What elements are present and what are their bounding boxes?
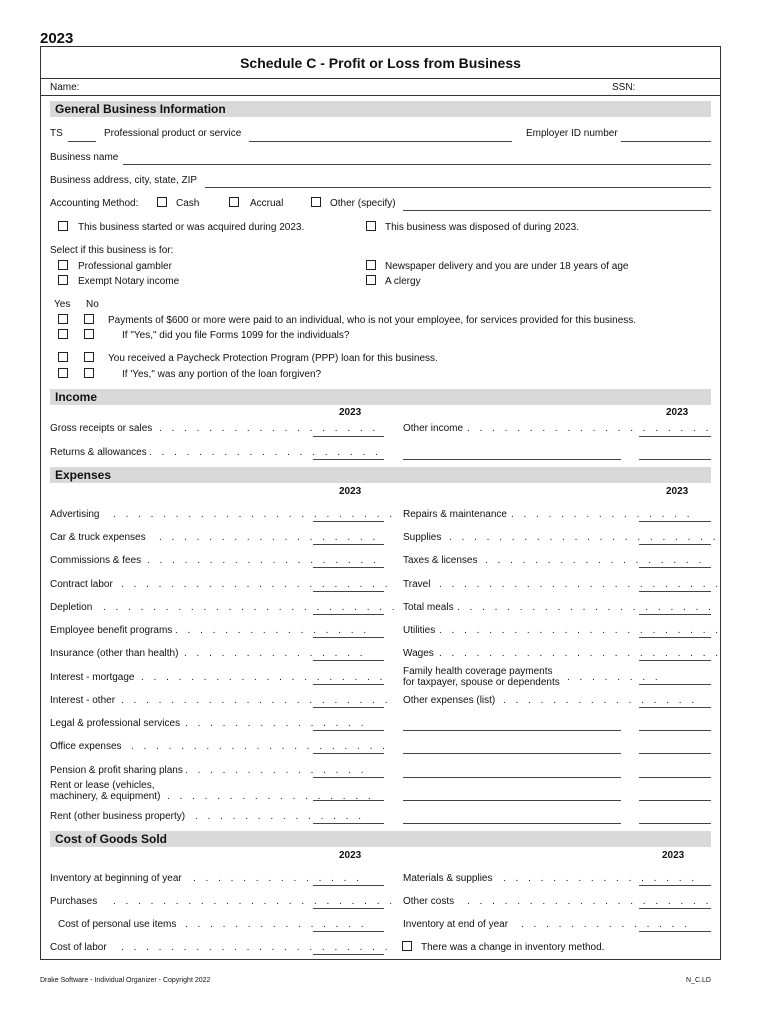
dot-leader: . . . . . . . . . . . . . . . <box>511 509 694 520</box>
inventory-end-field[interactable] <box>639 931 711 932</box>
expenses-year-left: 2023 <box>339 486 362 497</box>
payments-question: Payments of $600 or more were paid to an individual, who is not your employee, for services provided for this business. <box>108 315 637 326</box>
other-expense-amount-4[interactable] <box>639 777 711 778</box>
business-name-field[interactable] <box>123 164 711 165</box>
expense-label-legal: Legal & professional services <box>50 718 181 729</box>
yes-header: Yes <box>54 299 71 310</box>
expense-label-commissions: Commissions & fees <box>50 555 142 566</box>
dot-leader: . . . . . . . . . . . . . . . <box>185 919 368 930</box>
expense-label-rent-vehicles-1: Rent or lease (vehicles, <box>50 780 155 791</box>
disposed-label: This business was disposed of during 2023. <box>385 222 580 233</box>
dot-leader: . . . . . . . . . . . . . . . <box>184 648 367 659</box>
returns-field[interactable] <box>313 459 384 460</box>
inventory-end-label: Inventory at end of year <box>403 919 509 930</box>
forms1099-yes-checkbox[interactable] <box>58 329 68 339</box>
interest-other-field[interactable] <box>313 707 384 708</box>
cogs-heading: Cost of Goods Sold <box>55 832 167 846</box>
personal-use-field[interactable] <box>313 931 384 932</box>
other-method-checkbox[interactable] <box>311 197 321 207</box>
dot-leader: . . . . . . . . . . . . . . . . <box>503 695 698 706</box>
forgiven-no-checkbox[interactable] <box>84 368 94 378</box>
rent-other-field[interactable] <box>313 823 384 824</box>
payments-no-checkbox[interactable] <box>84 314 94 324</box>
forms1099-no-checkbox[interactable] <box>84 329 94 339</box>
disposed-checkbox[interactable] <box>366 221 376 231</box>
dot-leader: . . . . . . . . . . . . . . . . . . . . . . . <box>113 509 396 520</box>
income-section-header <box>50 389 711 405</box>
dot-leader: . . . . . . . . . . . . . . . . . . . . . . <box>121 579 391 590</box>
footer-copyright: Drake Software - Individual Organizer - Copyright 2022 <box>40 977 211 984</box>
dot-leader: . . . . . . . . . . . . . . . . . . <box>159 532 379 543</box>
expense-label-travel: Travel <box>403 579 431 590</box>
dot-leader: . . . . . . . . . . . . . . . . <box>503 873 698 884</box>
expense-label-office: Office expenses <box>50 741 122 752</box>
utilities-field[interactable] <box>639 637 711 638</box>
purchases-field[interactable] <box>313 908 384 909</box>
income-heading: Income <box>55 390 98 404</box>
employee-benefits-field[interactable] <box>313 637 384 638</box>
accrual-label: Accrual <box>250 198 284 209</box>
expense-label-rent-other: Rent (other business property) <box>50 811 186 822</box>
gross-receipts-label: Gross receipts or sales <box>50 423 153 434</box>
rent-vehicles-field[interactable] <box>313 800 384 801</box>
income-year-left: 2023 <box>339 407 362 418</box>
other-method-label: Other (specify) <box>330 198 396 209</box>
inventory-begin-field[interactable] <box>313 885 384 886</box>
repairs-field[interactable] <box>639 521 711 522</box>
clergy-label: A clergy <box>385 276 421 287</box>
dot-leader: . . . . . . . . . . . . . . . . . . . . . . . <box>439 625 722 636</box>
other-expense-desc-3[interactable] <box>403 753 621 754</box>
interest-mortgage-field[interactable] <box>313 684 384 685</box>
no-header: No <box>86 299 99 310</box>
insurance-field[interactable] <box>313 660 384 661</box>
select-label: Select if this business is for: <box>50 245 174 256</box>
expense-label-meals: Total meals <box>403 602 454 613</box>
travel-field[interactable] <box>639 591 711 592</box>
expense-label-depletion: Depletion <box>50 602 93 613</box>
other-expense-amount-3[interactable] <box>639 753 711 754</box>
other-expense-amount-1[interactable] <box>639 707 711 708</box>
other-income-desc-field[interactable] <box>403 459 621 460</box>
supplies-field[interactable] <box>639 544 711 545</box>
dot-leader: . . . . . . . . . . . . . . <box>195 811 365 822</box>
expense-label-advertising: Advertising <box>50 509 100 520</box>
dot-leader: . . . . . . . . . . . . . . . . . <box>167 791 375 802</box>
dot-leader: . . . . . . . . . . . . . . . . . . . . <box>141 672 386 683</box>
form-title: Schedule C - Profit or Loss from Business <box>240 55 521 71</box>
dot-leader: . . . . . . . . . . . . . . . . . . . . . <box>457 602 715 613</box>
clergy-checkbox[interactable] <box>366 275 376 285</box>
expense-label-other-list: Other expenses (list) <box>403 695 496 706</box>
ppp-yes-checkbox[interactable] <box>58 352 68 362</box>
other-expense-desc-5[interactable] <box>403 800 621 801</box>
depletion-field[interactable] <box>313 614 384 615</box>
dot-leader: . . . . . . . . . . . . . . . . . . . . . . . <box>113 896 396 907</box>
cash-checkbox[interactable] <box>157 197 167 207</box>
dot-leader: . . . . . . . . . . . . . . . . . . . . . . . . <box>103 602 399 613</box>
other-expense-amount-6[interactable] <box>639 823 711 824</box>
office-field[interactable] <box>313 753 384 754</box>
inventory-method-checkbox[interactable] <box>402 941 412 951</box>
dot-leader: . . . . . . . . . . . . . . <box>521 919 691 930</box>
other-expense-amount-2[interactable] <box>639 730 711 731</box>
taxes-field[interactable] <box>639 567 711 568</box>
cogs-year-left: 2023 <box>339 850 362 861</box>
expense-label-contract-labor: Contract labor <box>50 579 113 590</box>
dot-leader: . . . . . . . . . . . . . . . . . . . <box>149 447 382 458</box>
dot-leader: . . . . . . . . . . . . . . . . . . . . <box>467 896 712 907</box>
cogs-section-header <box>50 831 711 847</box>
materials-field[interactable] <box>639 885 711 886</box>
expense-label-car-truck: Car & truck expenses <box>50 532 146 543</box>
forms1099-question: If "Yes," did you file Forms 1099 for the individuals? <box>122 330 350 341</box>
dot-leader: . . . . . . . . . . . . . . . . . . <box>159 423 379 434</box>
general-heading: General Business Information <box>55 102 226 116</box>
newspaper-checkbox[interactable] <box>366 260 376 270</box>
dot-leader: . . . . . . . . . . . . . . . . <box>175 625 370 636</box>
dot-leader: . . . . . . . . . . . . . . . . . . . . <box>467 423 712 434</box>
returns-label: Returns & allowances <box>50 447 147 458</box>
ppp-question: You received a Paycheck Protection Program (PPP) loan for this business. <box>108 353 438 364</box>
tax-year: 2023 <box>40 30 74 47</box>
purchases-label: Purchases <box>50 896 98 907</box>
ts-label: TS <box>50 128 63 139</box>
income-year-right: 2023 <box>666 407 689 418</box>
address-label: Business address, city, state, ZIP <box>50 175 198 186</box>
legal-field[interactable] <box>313 730 384 731</box>
family-health-field[interactable] <box>639 684 711 685</box>
forgiven-question: If 'Yes," was any portion of the loan forgiven? <box>122 369 322 380</box>
other-income-field-2[interactable] <box>639 459 711 460</box>
title-divider <box>40 78 721 79</box>
dot-leader: . . . . . . . . <box>567 672 662 683</box>
dot-leader: . . . . . . . . . . . . . . . . . . . . . . . <box>439 579 722 590</box>
expense-label-utilities: Utilities <box>403 625 436 636</box>
ppp-no-checkbox[interactable] <box>84 352 94 362</box>
cost-of-labor-field[interactable] <box>313 954 384 955</box>
other-method-field[interactable] <box>403 210 711 211</box>
started-label: This business started or was acquired during 2023. <box>78 222 305 233</box>
personal-use-label: Cost of personal use items <box>58 919 177 930</box>
contract-labor-field[interactable] <box>313 591 384 592</box>
dot-leader: . . . . . . . . . . . . . . . . . . . . . . . <box>439 648 722 659</box>
other-income-field[interactable] <box>639 436 711 437</box>
ein-field[interactable] <box>621 141 711 142</box>
expense-label-supplies: Supplies <box>403 532 442 543</box>
ein-label: Employer ID number <box>526 128 618 139</box>
expense-label-insurance: Insurance (other than health) <box>50 648 179 659</box>
gross-receipts-field[interactable] <box>313 436 384 437</box>
other-costs-label: Other costs <box>403 896 455 907</box>
dot-leader: . . . . . . . . . . . . . . . . . . . . . . <box>121 695 391 706</box>
other-income-label: Other income <box>403 423 464 434</box>
commissions-field[interactable] <box>313 567 384 568</box>
payments-yes-checkbox[interactable] <box>58 314 68 324</box>
other-expense-desc-6[interactable] <box>403 823 621 824</box>
pension-field[interactable] <box>313 777 384 778</box>
expense-label-taxes: Taxes & licenses <box>403 555 478 566</box>
accounting-label: Accounting Method: <box>50 198 139 209</box>
address-field[interactable] <box>205 187 711 188</box>
dot-leader: . . . . . . . . . . . . . . . . . . . . . . <box>449 532 719 543</box>
gambler-checkbox[interactable] <box>58 260 68 270</box>
footer-form-code: N_C.LD <box>686 977 711 984</box>
dot-leader: . . . . . . . . . . . . . . . . . . <box>485 555 705 566</box>
expense-label-wages: Wages <box>403 648 434 659</box>
expense-label-pension: Pension & profit sharing plans <box>50 765 183 776</box>
inventory-method-label: There was a change in inventory method. <box>421 942 605 953</box>
expense-label-interest-other: Interest - other <box>50 695 116 706</box>
dot-leader: . . . . . . . . . . . . . . <box>193 873 363 884</box>
started-checkbox[interactable] <box>58 221 68 231</box>
cost-of-labor-label: Cost of labor <box>50 942 107 953</box>
expenses-year-right: 2023 <box>666 486 689 497</box>
expense-label-employee-benefits: Employee benefit programs <box>50 625 173 636</box>
meals-field[interactable] <box>639 614 711 615</box>
other-expense-desc-2[interactable] <box>403 730 621 731</box>
expenses-section-header <box>50 467 711 483</box>
dot-leader: . . . . . . . . . . . . . . . . . . . . . <box>131 741 389 752</box>
gambler-label: Professional gambler <box>78 261 172 272</box>
accrual-checkbox[interactable] <box>229 197 239 207</box>
dot-leader: . . . . . . . . . . . . . . . . . . . <box>147 555 380 566</box>
product-field[interactable] <box>249 141 512 142</box>
general-section-header <box>50 101 711 117</box>
cash-label: Cash <box>176 198 200 209</box>
expense-label-family-1: Family health coverage payments <box>403 666 553 677</box>
cogs-year-right: 2023 <box>662 850 685 861</box>
dot-leader: . . . . . . . . . . . . . . . <box>185 765 368 776</box>
other-costs-field[interactable] <box>639 908 711 909</box>
other-expense-desc-4[interactable] <box>403 777 621 778</box>
ts-field[interactable] <box>68 141 96 142</box>
expenses-heading: Expenses <box>55 468 112 482</box>
advertising-field[interactable] <box>313 521 384 522</box>
name-divider <box>40 95 721 96</box>
expense-label-interest-mortgage: Interest - mortgage <box>50 672 135 683</box>
materials-label: Materials & supplies <box>403 873 493 884</box>
notary-checkbox[interactable] <box>58 275 68 285</box>
dot-leader: . . . . . . . . . . . . . . . <box>185 718 368 729</box>
expense-label-family-2: for taxpayer, spouse or dependents <box>403 677 560 688</box>
wages-field[interactable] <box>639 660 711 661</box>
notary-label: Exempt Notary income <box>78 276 180 287</box>
car-truck-field[interactable] <box>313 544 384 545</box>
dot-leader: . . . . . . . . . . . . . . . . . . . . . . <box>121 942 391 953</box>
expense-label-repairs: Repairs & maintenance <box>403 509 507 520</box>
ssn-label: SSN: <box>612 82 636 93</box>
forgiven-yes-checkbox[interactable] <box>58 368 68 378</box>
product-label: Professional product or service <box>104 128 242 139</box>
business-name-label: Business name <box>50 152 119 163</box>
expense-label-rent-vehicles-2: machinery, & equipment) <box>50 791 161 802</box>
other-expense-amount-5[interactable] <box>639 800 711 801</box>
inventory-begin-label: Inventory at beginning of year <box>50 873 182 884</box>
name-label: Name: <box>50 82 80 93</box>
newspaper-label: Newspaper delivery and you are under 18 years of age <box>385 261 629 272</box>
